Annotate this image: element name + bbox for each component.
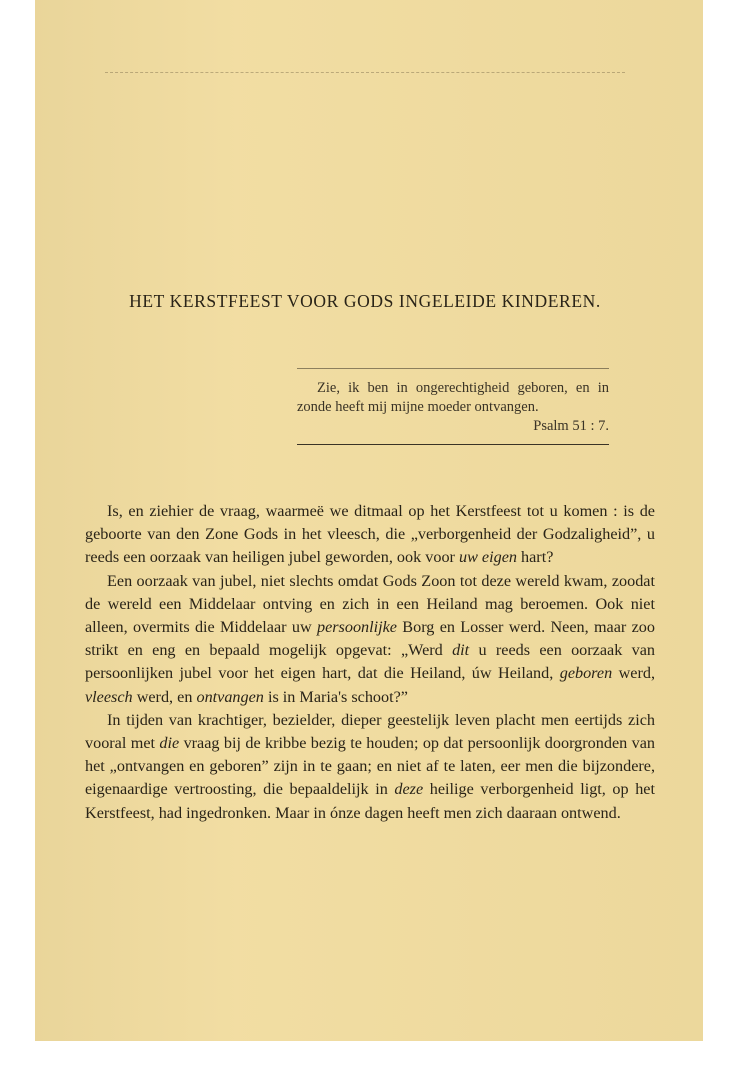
paragraph-1-italic-1: uw eigen [458,548,517,567]
paragraph-1-text-b: hart? [516,548,554,567]
paragraph-2-text-f: is in Maria's schoot?” [263,687,408,706]
book-page [35,0,703,1041]
paragraph-1-text-a: Is, en ziehier de vraag, waarmeë we ditmaal op het Kerstfeest tot u komen : is de geboorte van den Zone Gods in het vleesch, die „verborgenheid der Godzaligheid”, u reeds een oorzaak van heiligen jubel geworden, ook voor [85,502,655,567]
paragraph-3-text-a: In tijden van krachtiger, bezielder, dieper geestelijk leven placht men eertijds zich vooral met [85,710,655,753]
epigraph-top-rule [297,368,609,369]
paragraph-2-text-a: Een oorzaak van jubel, niet slechts omdat Gods Zoon tot deze wereld kwam, zoodat de wereld een Middelaar ontving en zich in een Heiland mag beroemen. Ook niet alleen, overmits die Middelaar uw [85,571,655,637]
chapter-title: HET KERSTFEEST VOOR GODS INGELEIDE KINDEREN. [129,291,601,311]
paragraph-2-italic-3: geboren [559,664,613,683]
epigraph [297,368,609,445]
paragraph-2-italic-4: vleesch [85,687,133,706]
paragraph-3-text-b: vraag bij de kribbe bezig te houden; op dat persoonlijk doorgronden van het „ontvangen en geboren” zijn in te gaan; en niet af te laten, eer men die bijzondere, eigenaardige vertroosting, die bepaaldelijk in [85,734,655,799]
paragraph-2-text-c: u reeds een oorzaak van persoonlijken jubel voor het eigen hart, dat die Heiland, úw Heiland, [85,641,655,683]
faded-header-rule [105,72,625,73]
epigraph-bottom-rule [297,444,609,445]
paragraph-3-italic-2: deze [394,780,424,799]
paragraph-2-italic-1: persoonlijke [316,618,397,637]
paragraph-3 [85,709,655,825]
paragraph-2-text-d: werd, [612,664,655,683]
paragraph-2-italic-5: ontvangen [196,687,264,706]
paragraph-3-italic-1: die [159,734,180,753]
paragraph-2-italic-2: dit [452,641,470,660]
paragraph-3-text-c: heilige verborgenheid ligt, op het Kerstfeest, had ingedronken. Maar in ónze dagen heeft men zich daaraan ontwend. [85,780,655,822]
paragraph-1 [85,500,655,570]
epigraph-source: Psalm 51 : 7. [533,418,609,434]
body-text [85,500,655,825]
paragraph-2-text-b: Borg en Losser werd. Neen, maar zoo strikt en eng en bepaald mogelijk opgevat: „Werd [85,618,655,660]
paragraph-2 [85,570,655,709]
epigraph-text: Zie, ik ben in ongerechtigheid geboren, en in zonde heeft mij mijne moeder ontvangen. [297,380,609,415]
paragraph-2-text-e: werd, en [132,687,197,706]
